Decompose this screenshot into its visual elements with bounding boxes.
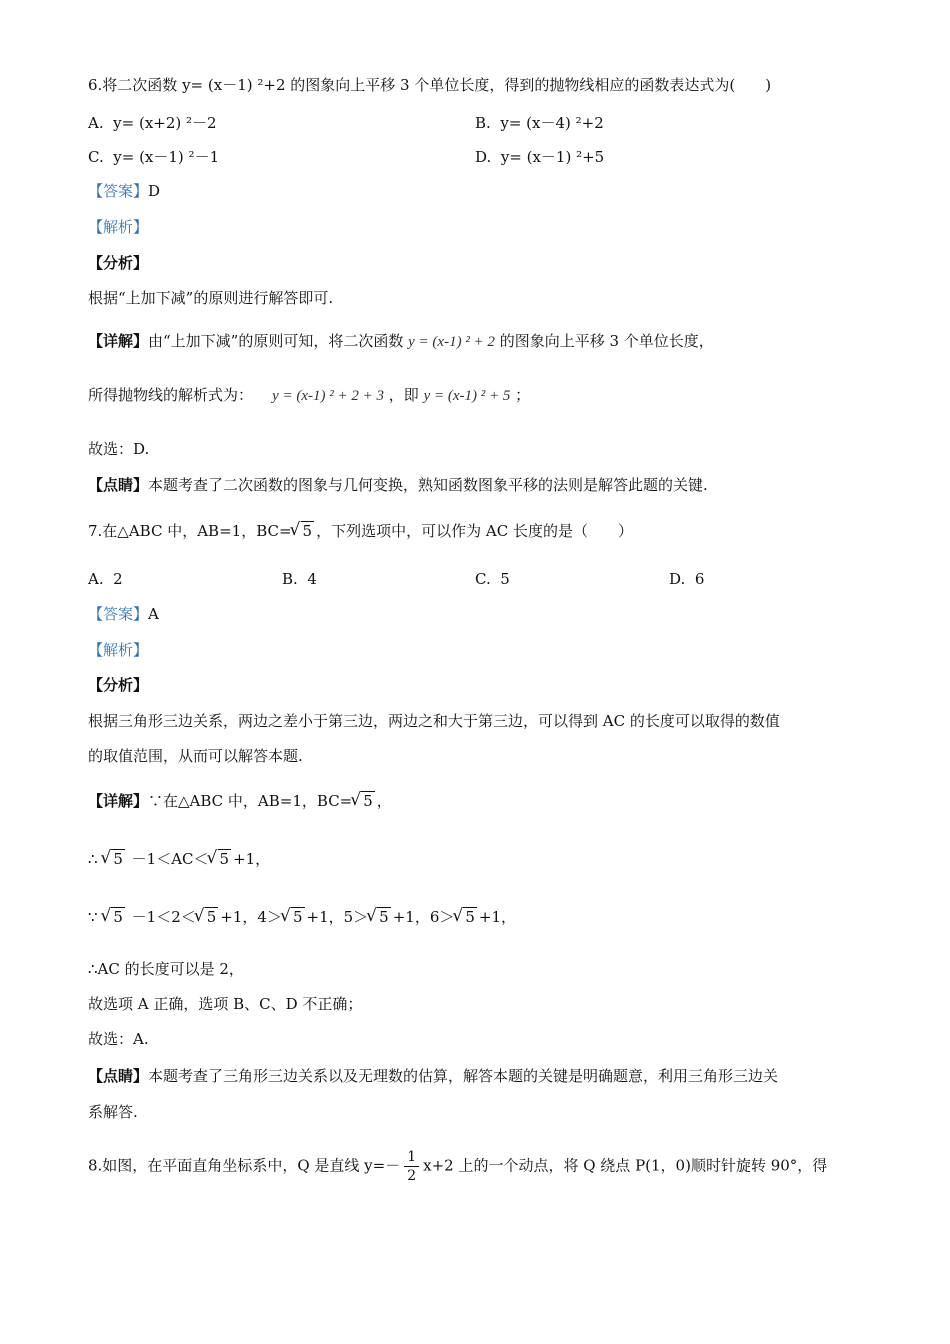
sqrt-5: √ 5 [368,908,391,928]
sqrt-5: √ 5 [196,908,219,928]
detail-text: ； [515,386,531,404]
q7-conclusion: 故选：A. [88,1030,149,1048]
q6-fenxi-text: 根据“上加下减”的原则进行解答即可. [88,289,334,307]
q7-ac-length: ∴AC 的长度可以是 2， [88,960,244,978]
detail-text: －1＜2＜ [131,908,196,926]
option-text: y= (x－4) ²+2 [500,114,604,132]
sqrt-5: √ 5 [352,792,375,812]
q6-analysis-tag: 【解析】 [88,218,149,236]
option-text: 6 [694,570,705,588]
detail-text: +1，4＞ [220,908,282,926]
sqrt-5: √ 5 [282,908,305,928]
stem-text: 8.如图，在平面直角坐标系中，Q 是直线 y=－ [88,1156,401,1175]
q6-conclusion: 故选：D. [88,440,150,458]
detail-text: 由“上加下减”的原则可知，将二次函数 [148,332,404,350]
option-text: y= (x－1) ²－1 [113,148,220,166]
q7-option-c [475,570,510,590]
option-text: 2 [113,570,123,588]
detail-text: ， [376,792,392,810]
q7-fenxi-tag: 【分析】 [88,676,149,694]
sqrt-5: √ 5 [454,908,477,928]
answer-value: A [148,605,159,623]
option-label: C. [475,570,491,588]
q8-stem [88,1148,827,1185]
option-label: A. [88,570,104,588]
detail-text: +1， [233,850,271,868]
q6-option-b [475,114,604,134]
detail-tag: 【详解】 [88,332,149,350]
q7-option-d [669,570,704,590]
comment-text: 本题考查了三角形三边关系以及无理数的估算，解答本题的关键是明确题意，利用三角形三边关 [148,1067,779,1085]
sqrt-5: √ 5 [102,908,125,928]
q7-comment-1 [88,1067,778,1087]
q6-option-d [475,148,604,168]
option-label: B. [282,570,298,588]
comment-text: 本题考查了二次函数的图象与几何变换，熟知函数图象平移的法则是解答此题的关键. [148,476,708,494]
stem-text: ，下列选项中，可以作为 AC 长度的是（ ） [316,522,633,540]
detail-text: 的图象向上平移 3 个单位长度， [499,332,714,350]
q7-detail-line-2 [88,850,270,870]
detail-tag: 【详解】 [88,792,149,810]
q7-detail-line-1 [88,792,392,812]
fraction-one-half: $\frac{1}{2}$ [404,1148,419,1185]
q7-stem [88,522,633,542]
q6-comment [88,476,708,496]
detail-text: +1，5＞ [306,908,369,926]
formula: y = (x-1) ² + 2 + 3 [272,388,385,404]
detail-text: －1＜AC＜ [131,850,209,868]
q7-detail-line-3 [88,908,516,928]
option-label: B. [475,114,491,132]
q7-answer [88,605,159,625]
comment-tag: 【点睛】 [88,1067,149,1085]
q6-option-a [88,114,217,134]
option-label: C. [88,148,104,166]
option-text: 4 [307,570,317,588]
stem-text: x+2 上的一个动点，将 Q 绕点 P(1，0)顺时针旋转 90°，得 [423,1156,828,1175]
option-label: D. [475,148,492,166]
option-text: y= (x－1) ²+5 [500,148,605,166]
q7-option-a [88,570,123,590]
option-label: D. [669,570,686,588]
detail-text: ，即 [388,386,419,404]
option-text: 5 [500,570,510,588]
sqrt-5: √ 5 [292,522,315,542]
q6-detail-line-1 [88,332,714,353]
q7-comment-2: 系解答. [88,1103,138,1121]
q6-option-c [88,148,219,168]
answer-tag: 【答案】 [88,605,149,623]
q7-fenxi-text-1: 根据三角形三边关系，两边之差小于第三边，两边之和大于第三边，可以得到 AC 的长度可以取得的数值 [88,712,780,730]
q6-fenxi-tag: 【分析】 [88,254,149,272]
sqrt-5: √ 5 [102,850,125,870]
detail-text: +1， [478,908,517,926]
option-text: y= (x+2) ²－2 [113,114,217,132]
detail-text: ∵在△ABC 中，AB=1，BC= [148,792,353,810]
option-label: A. [88,114,104,132]
because-symbol: ∵ [88,908,98,926]
therefore-symbol: ∴ [88,850,98,868]
q6-stem: 6.将二次函数 y= (x－1) ²+2 的图象向上平移 3 个单位长度，得到的抛物线相应的函数表达式为( ) [88,76,772,94]
answer-tag: 【答案】 [88,182,149,200]
sqrt-5: √ 5 [209,850,232,870]
answer-value: D [148,182,161,200]
comment-tag: 【点睛】 [88,476,149,494]
q6-detail-line-2 [88,386,530,407]
formula: y = (x-1) ² + 5 [423,388,511,404]
q7-option-b [282,570,317,590]
q6-answer [88,182,160,202]
q7-fenxi-text-2: 的取值范围，从而可以解答本题. [88,747,303,765]
formula: y = (x-1) ² + 2 [408,334,495,350]
q7-analysis-tag: 【解析】 [88,641,149,659]
stem-text: 7.在△ABC 中，AB=1，BC= [88,522,292,540]
detail-text: +1，6＞ [392,908,455,926]
q7-choose: 故选项 A 正确，选项 B、C、D 不正确； [88,995,363,1013]
detail-text: 所得抛物线的解析式为： [88,386,254,404]
